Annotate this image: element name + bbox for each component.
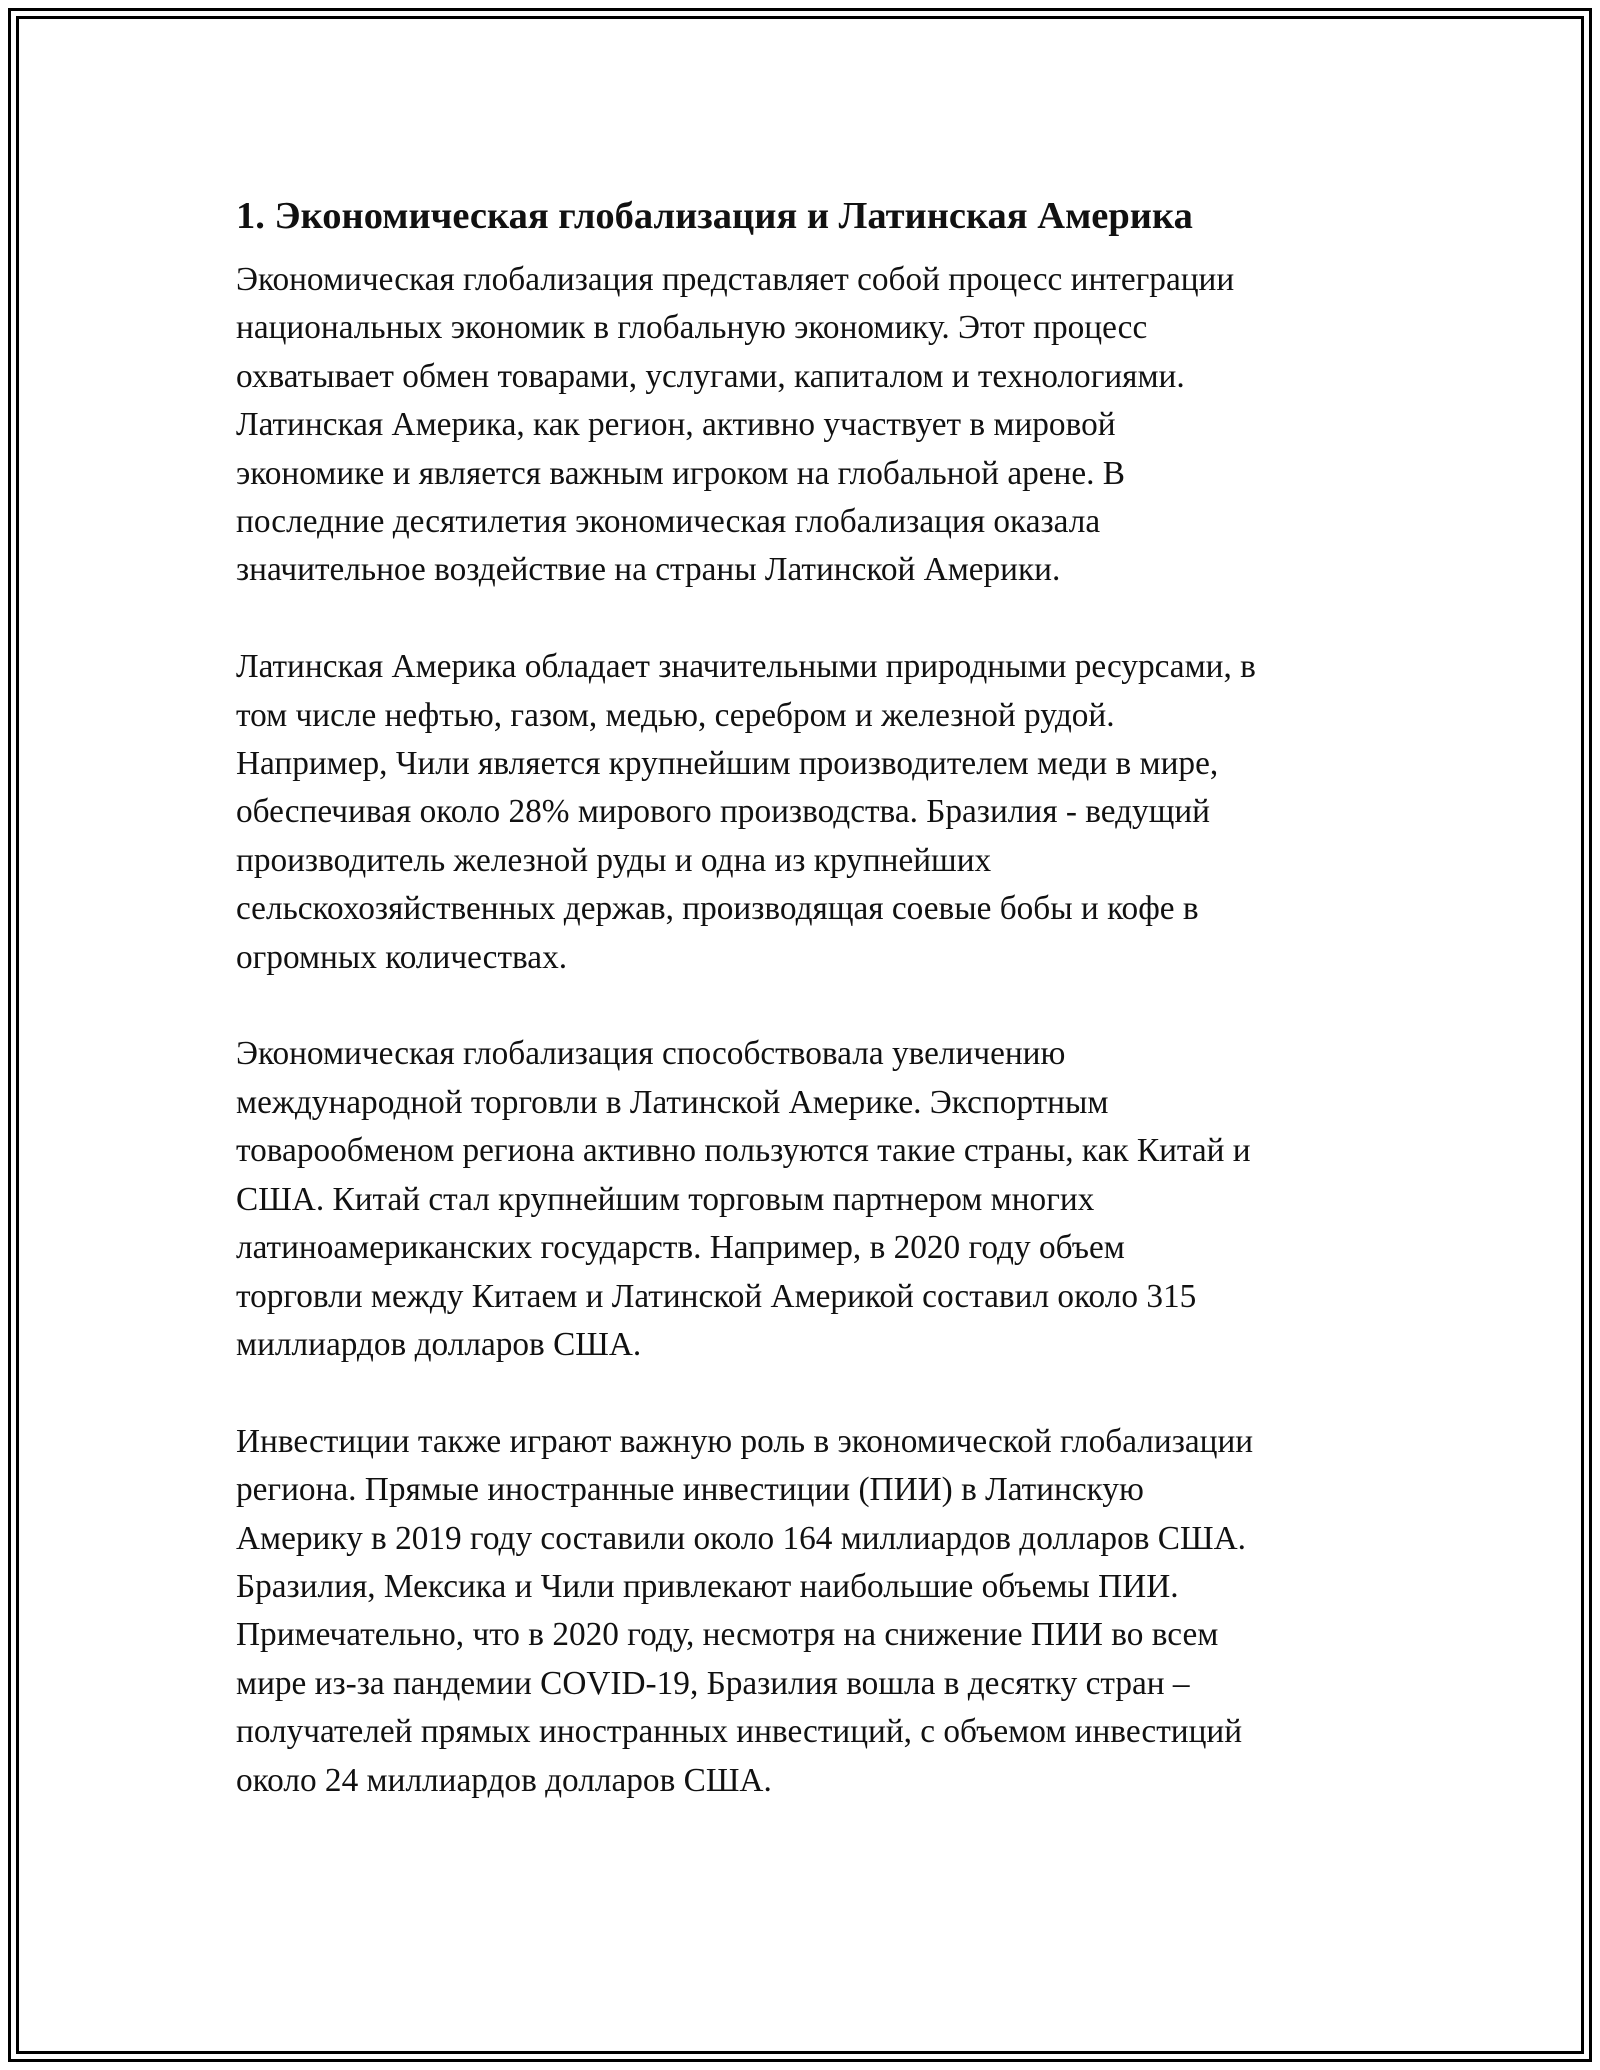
paragraph-line: обеспечивая около 28% мирового производства. Бразилия - ведущий (236, 793, 1210, 831)
paragraph-line: латиноамериканских государств. Например, в 2020 году объем (236, 1229, 1125, 1267)
paragraph-line: том числе нефтью, газом, медью, серебром и железной рудой. (236, 696, 1115, 734)
paragraph-line: Например, Чили является крупнейшим производителем меди в мире, (236, 745, 1219, 783)
paragraph-line: миллиардов долларов США. (236, 1325, 642, 1363)
paragraph-line: около 24 миллиардов долларов США. (236, 1761, 772, 1799)
paragraph-globalization-intro (236, 256, 1386, 595)
paragraph-line: экономике и является важным игроком на глобальной арене. В (236, 454, 1125, 492)
document-body (236, 186, 1386, 1805)
paragraph-line: региона. Прямые иностранные инвестиции (ПИИ) в Латинскую (236, 1471, 1144, 1509)
paragraph-line: Латинская Америка, как регион, активно участвует в мировой (236, 406, 1116, 444)
paragraph-line: Инвестиции также играют важную роль в экономической глобализации (236, 1422, 1254, 1460)
paragraph-line: Латинская Америка обладает значительными природными ресурсами, в (236, 648, 1256, 686)
paragraph-line: значительное воздействие на страны Латинской Америки. (236, 551, 1061, 589)
paragraph-line: международной торговли в Латинской Америке. Экспортным (236, 1083, 1109, 1121)
paragraph-line: товарообменом региона активно пользуются такие страны, как Китай и (236, 1132, 1251, 1170)
section-heading: 1. Экономическая глобализация и Латинская Америка (236, 195, 1193, 237)
paragraph-line: торговли между Китаем и Латинской Америкой составил около 315 (236, 1277, 1197, 1315)
paragraph-line: получателей прямых иностранных инвестиций, с объемом инвестиций (236, 1713, 1243, 1751)
paragraph-line: США. Китай стал крупнейшим торговым партнером многих (236, 1180, 1095, 1218)
paragraph-line: охватывает обмен товарами, услугами, капиталом и технологиями. (236, 357, 1185, 395)
paragraph-line: последние десятилетия экономическая глобализация оказала (236, 503, 1101, 541)
paragraph-international-trade (236, 1030, 1386, 1369)
paragraph-line: производитель железной руды и одна из крупнейших (236, 841, 992, 879)
paragraph-line: Америку в 2019 году составили около 164 миллиардов долларов США. (236, 1519, 1246, 1557)
paragraph-line: Экономическая глобализация способствовала увеличению (236, 1035, 1066, 1073)
paragraph-line: Бразилия, Мексика и Чили привлекают наибольшие объемы ПИИ. (236, 1567, 1179, 1605)
paragraph-line: Примечательно, что в 2020 году, несмотря на снижение ПИИ во всем (236, 1616, 1219, 1654)
paragraph-line: Экономическая глобализация представляет собой процесс интеграции (236, 261, 1235, 298)
paragraph-line: мире из-за пандемии COVID-19, Бразилия вошла в десятку стран – (236, 1664, 1190, 1702)
paragraph-natural-resources (236, 643, 1386, 982)
paragraph-line: сельскохозяйственных держав, производящая соевые бобы и кофе в (236, 890, 1199, 928)
paragraph-investments (236, 1418, 1386, 1805)
paragraph-line: огромных количествах. (236, 938, 568, 976)
paragraph-line: национальных экономик в глобальную экономику. Этот процесс (236, 309, 1148, 347)
